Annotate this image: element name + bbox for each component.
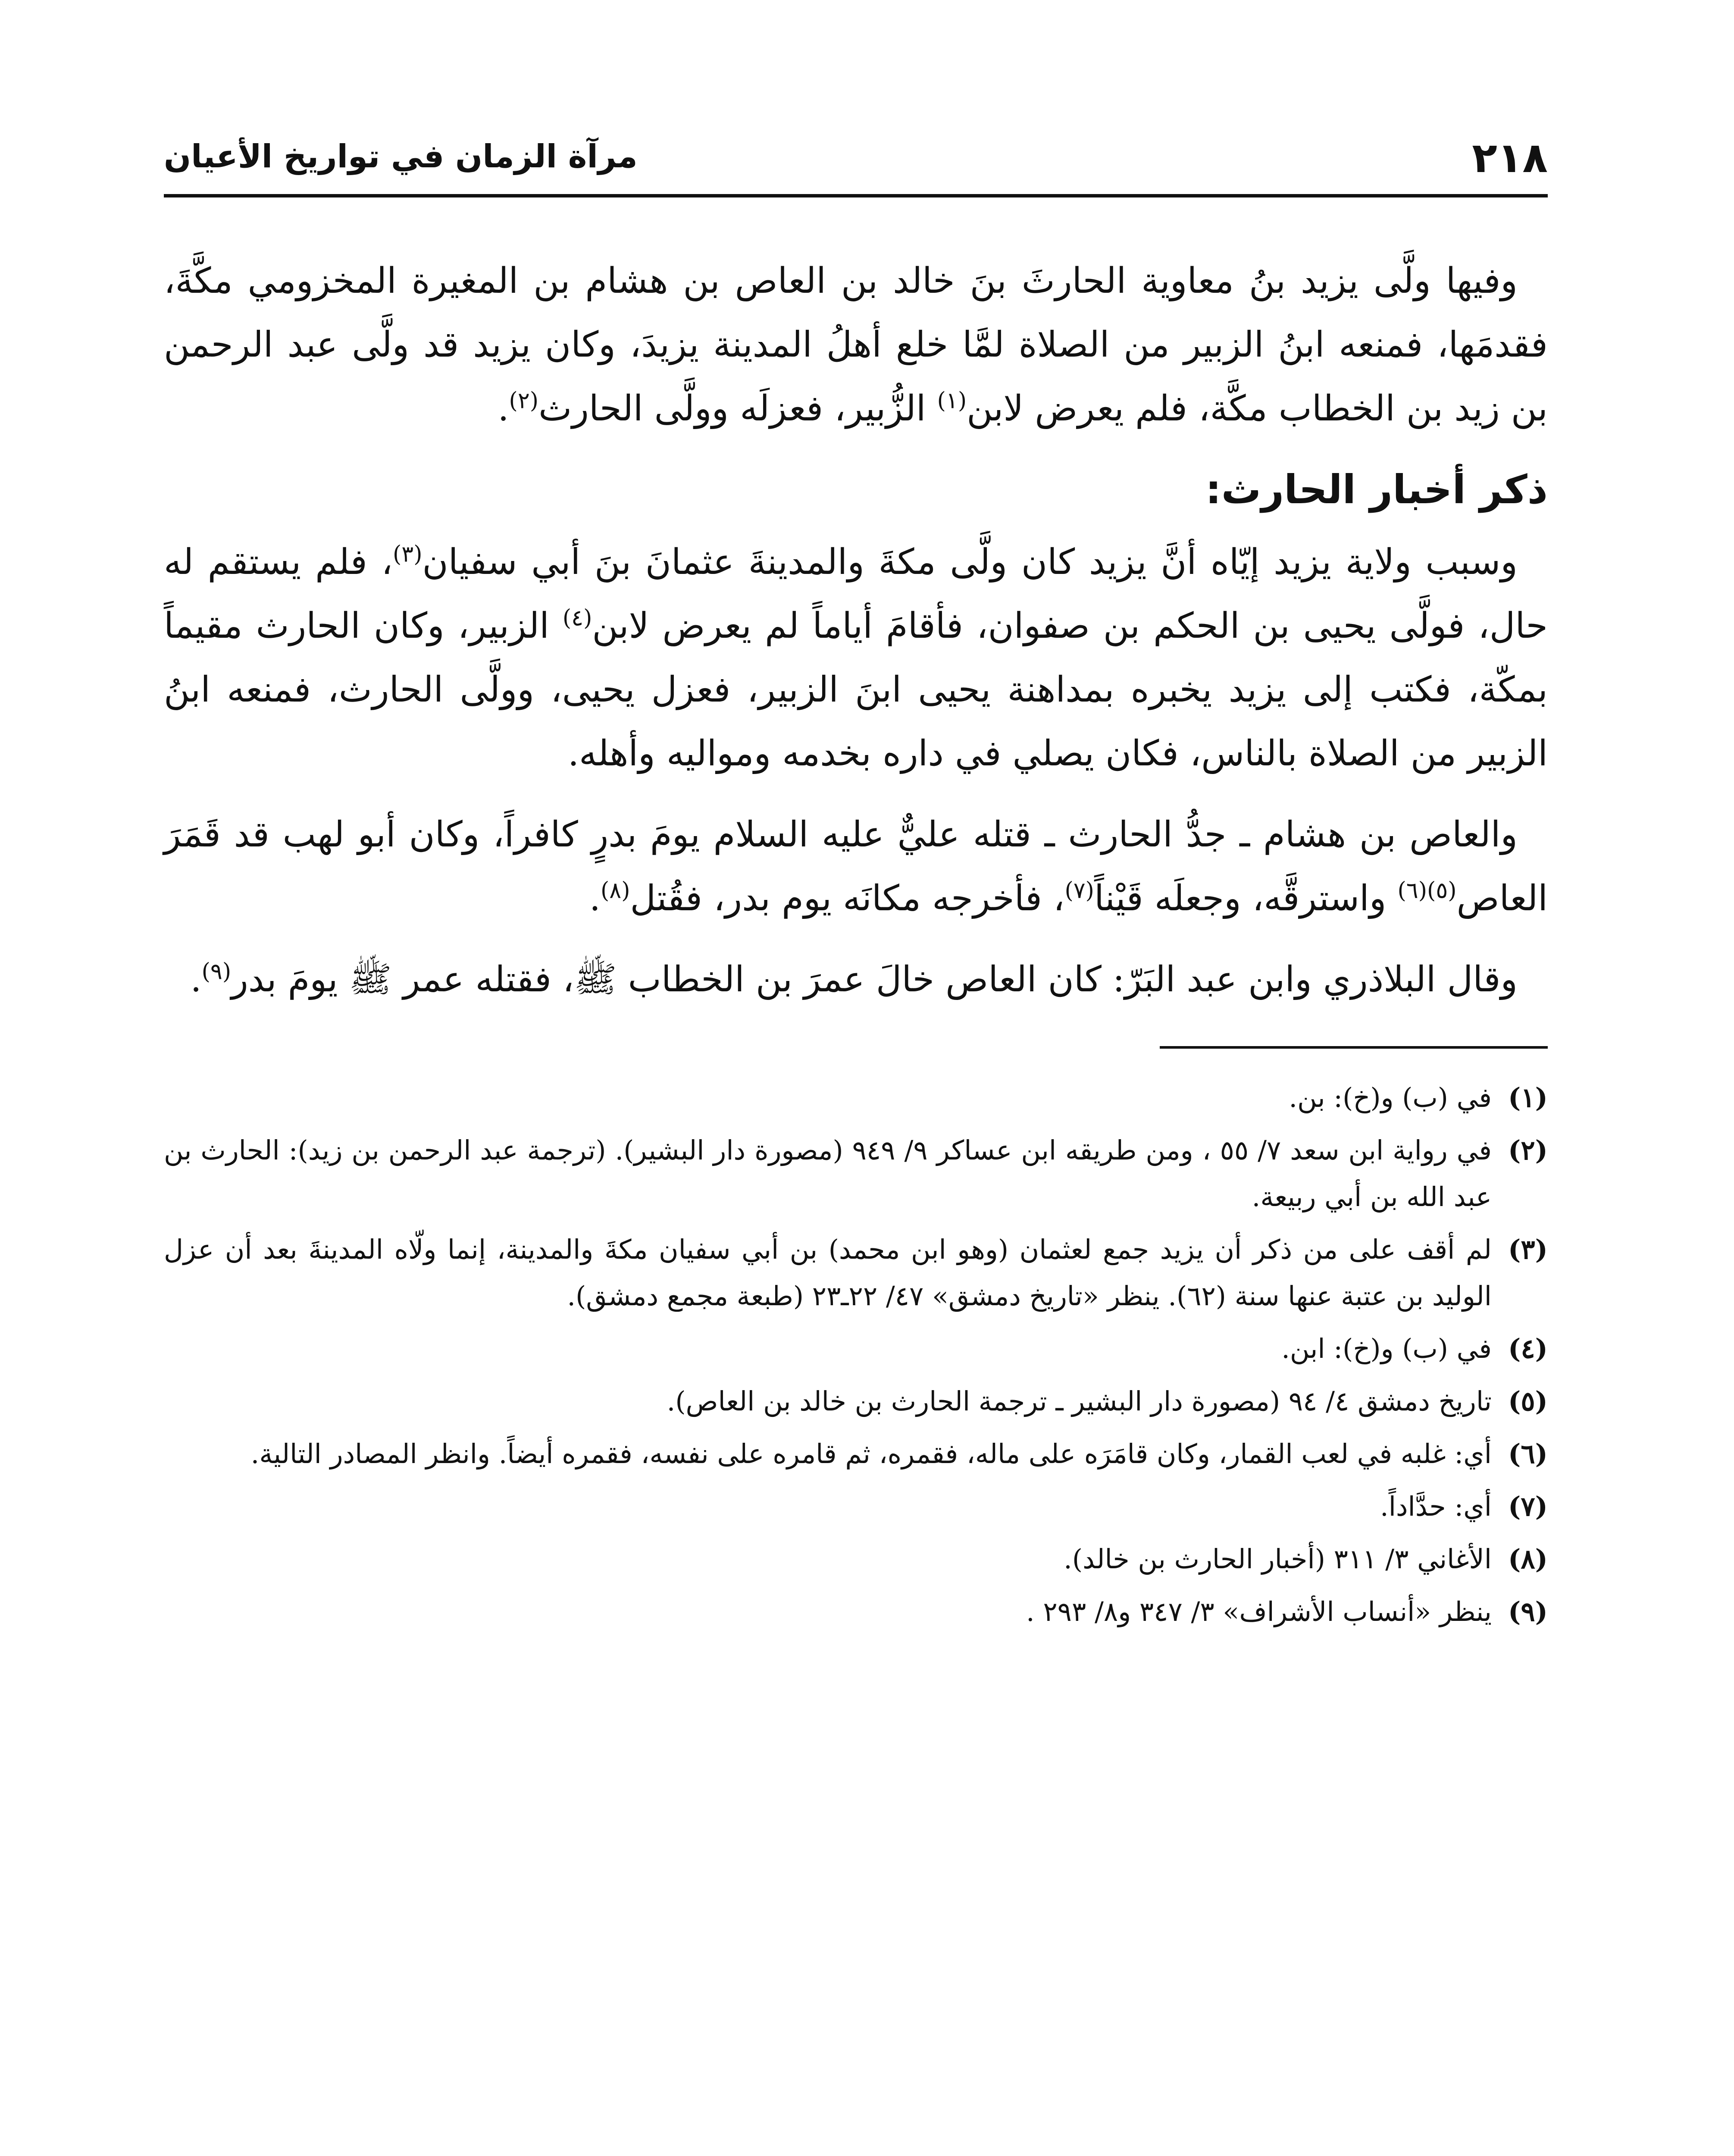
section-heading: ذكر أخبار الحارث: (1205, 467, 1548, 513)
footnote-number: (٩) (1508, 1596, 1548, 1627)
footnote-text: أي: حدَّاداً. (1380, 1491, 1492, 1522)
paragraph-3 (164, 803, 1548, 931)
running-head (164, 129, 1548, 197)
paragraph-text: . (498, 388, 509, 429)
footnote-text: في رواية ابن سعد ٧/ ٥٥ ، ومن طريقه ابن عساكر ٩/ ٩٤٩ (مصورة دار البشير). (ترجمة عبد الرحمن بن زيد): الحارث بن عبد الله بن أبي ربيعة. (164, 1134, 1492, 1213)
book-title: مرآة الزمان في تواريخ الأعيان (164, 138, 638, 175)
footnote-text: الأغاني ٣/ ٣١١ (أخبار الحارث بن خالد). (1064, 1543, 1492, 1575)
footnote-number: (٣) (1508, 1234, 1548, 1265)
footnote-text: في (ب) و(خ): بن. (1289, 1082, 1492, 1113)
footnote-number: (٦) (1508, 1438, 1548, 1470)
footnote-number: (٢) (1508, 1134, 1548, 1166)
footnote-ref[interactable]: (٩) (201, 959, 232, 985)
footnote-number: (٤) (1508, 1333, 1548, 1364)
footnote-3 (164, 1226, 1548, 1319)
paragraph-text: والعاص بن هشام ـ جدُّ الحارث ـ قتله عليٌّ عليه السلام يومَ بدرٍ كافراً، وكان أبو لهب قد قَمَرَ العاص (164, 814, 1548, 919)
footnote-9 (164, 1589, 1548, 1635)
paragraph-text: . (190, 959, 202, 1000)
paragraph-text: ، فلم يستقم له حال، فولَّى يحيى بن الحكم بن صفوان، فأقامَ أياماً لم يعرض لابن (164, 542, 1548, 646)
paragraph-text: واسترقَّه، وجعلَه قَيْناً (1094, 878, 1398, 919)
footnote-ref[interactable]: (٢) (509, 388, 539, 414)
footnote-text: تاريخ دمشق ٤/ ٩٤ (مصورة دار البشير ـ ترجمة الحارث بن خالد بن العاص). (667, 1385, 1492, 1417)
footnote-number: (٧) (1508, 1491, 1548, 1522)
footnotes (164, 1075, 1548, 1635)
footnote-text: لم أقف على من ذكر أن يزيد جمع لعثمان (وهو ابن محمد) بن أبي سفيان مكةَ والمدينة، إنما ولّاه المدينةَ بعد أن عزل الوليد بن عتبة عنها سنة (٦٢). ينظر «تاريخ دمشق» ٤٧/ ٢٢ـ٢٣ (طبعة مجمع دمشق). (164, 1234, 1492, 1312)
footnote-separator (1160, 1046, 1548, 1049)
footnote-5 (164, 1378, 1548, 1425)
footnote-ref[interactable]: (٨) (600, 877, 630, 904)
paragraph-text: . (589, 878, 601, 919)
footnote-ref[interactable]: (٥)(٦) (1397, 877, 1457, 904)
paragraph-text: الزبير، وكان الحارث مقيماً بمكّة، فكتب إلى يزيد يخبره بمداهنة يحيى ابنَ الزبير، فعزل يحيى، وولَّى الحارث، فمنعه ابنُ الزبير من الصلاة بالناس، فكان يصلي في داره بخدمه ومواليه وأهله. (164, 605, 1548, 774)
page-number: ٢١٨ (1472, 134, 1548, 182)
footnote-ref[interactable]: (١) (937, 388, 967, 414)
paragraph-4 (164, 948, 1548, 1012)
paragraph-1 (164, 249, 1548, 441)
paragraph-text: ، فأخرجه مكانَه يوم بدر، فقُتل (630, 878, 1065, 919)
footnote-text: أي: غلبه في لعب القمار، وكان قامَرَه على ماله، فقمره، ثم قامره على نفسه، فقمره أيضاً. وانظر المصادر التالية. (250, 1438, 1492, 1470)
page (164, 129, 1548, 1641)
footnote-7 (164, 1483, 1548, 1530)
paragraph-text: وقال البلاذري وابن عبد البَرّ: كان العاص خالَ عمرَ بن الخطاب ﷺ، فقتله عمر ﷺ يومَ بدر (231, 959, 1518, 1000)
paragraph-text: وفيها ولَّى يزيد بنُ معاوية الحارثَ بنَ خالد بن العاص بن هشام بن المغيرة المخزومي مكَّةَ، فقدمَها، فمنعه ابنُ الزبير من الصلاة لمَّا خلع أهلُ المدينة يزيدَ، وكان يزيد قد ولَّى عبد الرحمن بن زيد بن الخطاب مكَّة، فلم يعرض لابن (164, 260, 1548, 429)
footnote-6 (164, 1431, 1548, 1477)
footnote-number: (٨) (1508, 1543, 1548, 1575)
footnote-number: (١) (1508, 1082, 1548, 1113)
footnote-text: ينظر «أنساب الأشراف» ٣/ ٣٤٧ و٨/ ٢٩٣ . (1026, 1596, 1492, 1627)
paragraph-text: الزُّبير، فعزلَه وولَّى الحارث (538, 388, 937, 429)
footnote-8 (164, 1536, 1548, 1583)
footnote-ref[interactable]: (٧) (1064, 877, 1094, 904)
footnote-ref[interactable]: (٤) (562, 605, 592, 631)
paragraph-text: وسبب ولاية يزيد إيّاه أنَّ يزيد كان ولَّى مكةَ والمدينةَ عثمانَ بنَ أبي سفيان (422, 542, 1518, 583)
footnote-ref[interactable]: (٣) (392, 541, 423, 567)
footnote-number: (٥) (1508, 1385, 1548, 1417)
paragraph-2 (164, 530, 1548, 786)
footnote-text: في (ب) و(خ): ابن. (1281, 1333, 1492, 1364)
footnote-4 (164, 1326, 1548, 1372)
footnote-2 (164, 1127, 1548, 1220)
footnote-1 (164, 1075, 1548, 1121)
body-text (164, 249, 1548, 1012)
